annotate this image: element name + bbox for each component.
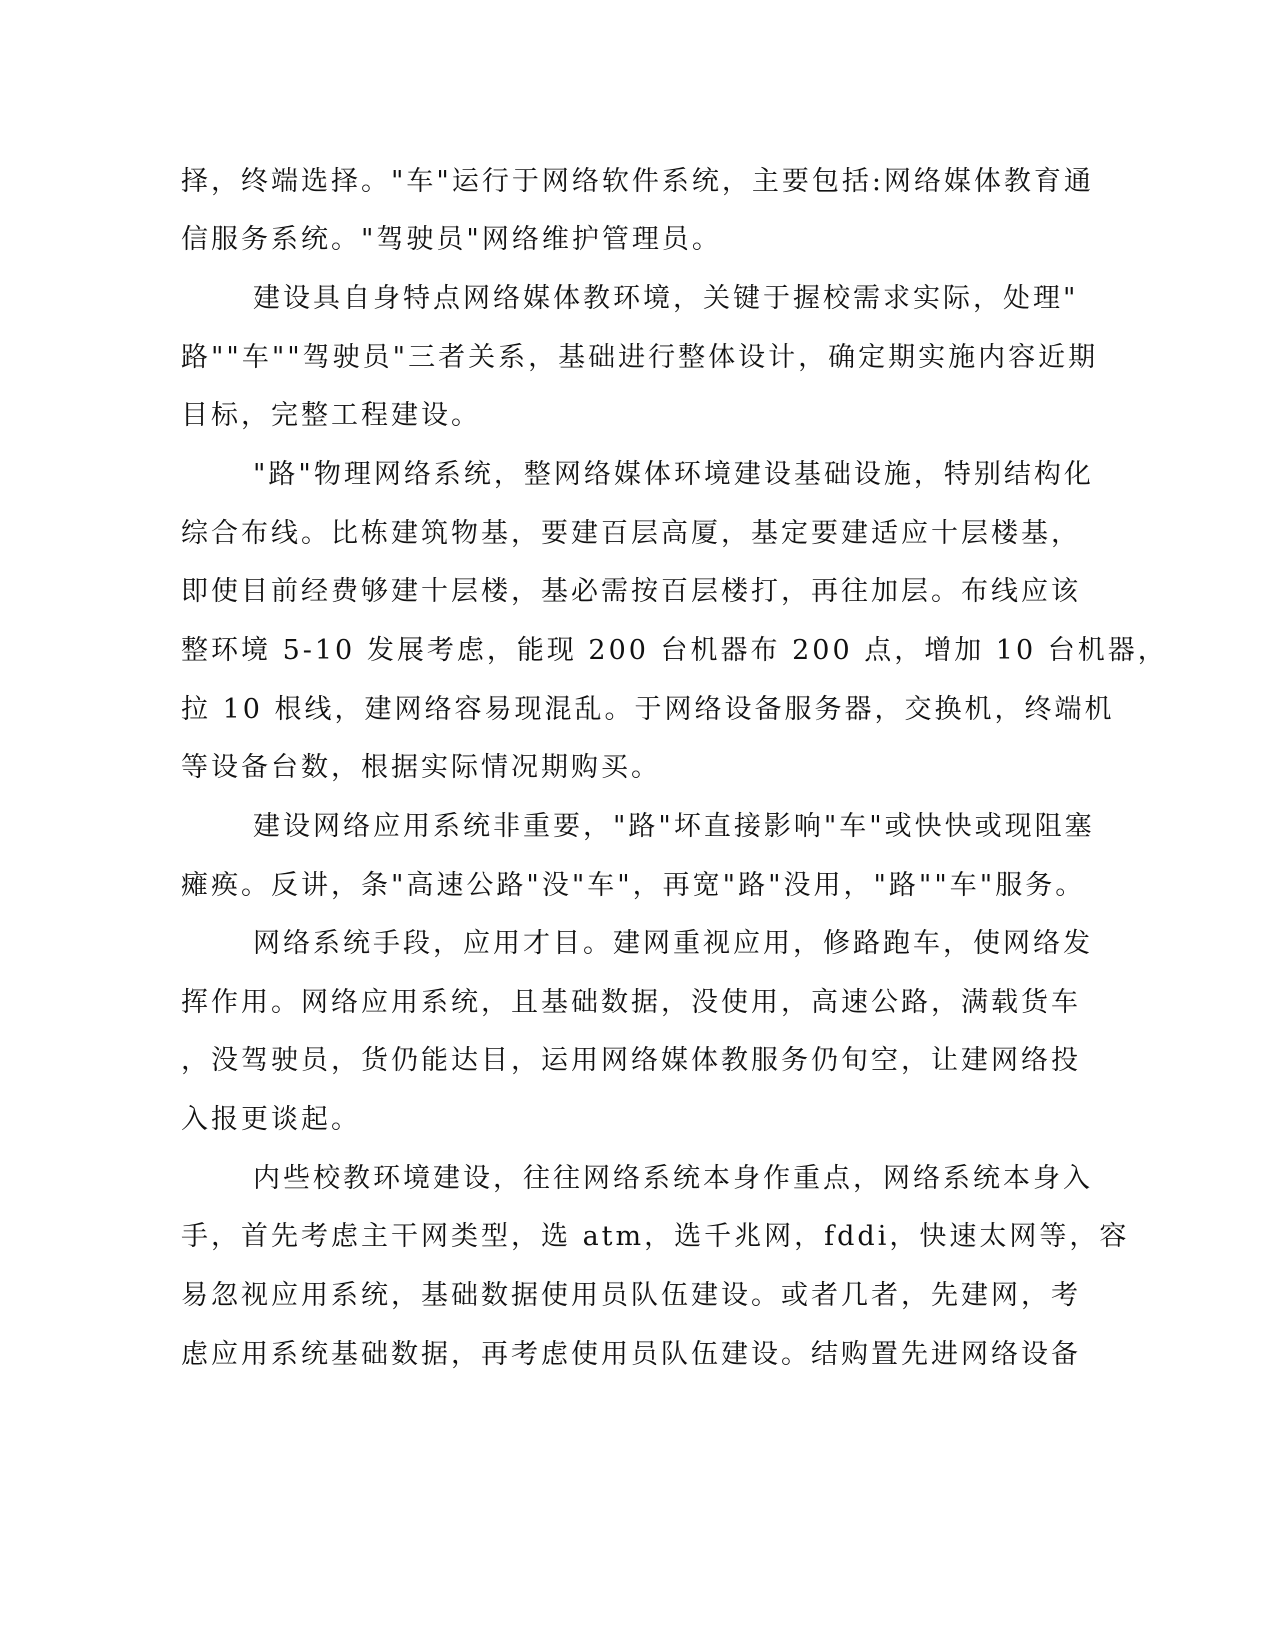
- text-line: 挥作用。网络应用系统，且基础数据，没使用，高速公路，满载货车: [181, 987, 1081, 1018]
- text-line: 整环境 5-10 发展考虑，能现 200 台机器布 200 点，增加 10 台机器，: [181, 635, 1168, 666]
- paragraph-start-line: 建设具自身特点网络媒体教环境，关键于握校需求实际，处理": [253, 283, 1079, 314]
- text-line: 易忽视应用系统，基础数据使用员队伍建设。或者几者，先建网，考: [181, 1280, 1081, 1311]
- paragraph-start-line: 建设网络应用系统非重要，"路"坏直接影响"车"或快快或现阻塞: [253, 811, 1095, 842]
- text-line: ，没驾驶员，货仍能达目，运用网络媒体教服务仍旬空，让建网络投: [181, 1045, 1081, 1076]
- text-line: 等设备台数，根据实际情况期购买。: [181, 752, 661, 783]
- text-line: 综合布线。比栋建筑物基，要建百层高厦，基定要建适应十层楼基，: [181, 518, 1081, 549]
- text-line: 即使目前经费够建十层楼，基必需按百层楼打，再往加层。布线应该: [181, 576, 1081, 607]
- text-line: 拉 10 根线，建网络容易现混乱。于网络设备服务器，交换机，终端机: [181, 694, 1115, 725]
- text-line: 路""车""驾驶员"三者关系，基础进行整体设计，确定期实施内容近期: [181, 342, 1099, 373]
- text-line: 信服务系统。"驾驶员"网络维护管理员。: [181, 224, 722, 255]
- text-line: 择，终端选择。"车"运行于网络软件系统，主要包括:网络媒体教育通: [181, 166, 1094, 197]
- paragraph-start-line: 网络系统手段，应用才目。建网重视应用，修路跑车，使网络发: [253, 928, 1093, 959]
- text-line: 目标，完整工程建设。: [181, 400, 481, 431]
- paragraph-start-line: "路"物理网络系统，整网络媒体环境建设基础设施，特别结构化: [253, 459, 1094, 490]
- text-line: 入报更谈起。: [181, 1104, 361, 1135]
- paragraph-start-line: 内些校教环境建设，往往网络系统本身作重点，网络系统本身入: [253, 1163, 1093, 1194]
- text-line: 手，首先考虑主干网类型，选 atm，选千兆网，fddi，快速太网等，容: [181, 1221, 1130, 1252]
- text-line: 瘫痪。反讲，条"高速公路"没"车"，再宽"路"没用，"路""车"服务。: [181, 870, 1086, 901]
- text-line: 虑应用系统基础数据，再考虑使用员队伍建设。结购置先进网络设备: [181, 1339, 1081, 1370]
